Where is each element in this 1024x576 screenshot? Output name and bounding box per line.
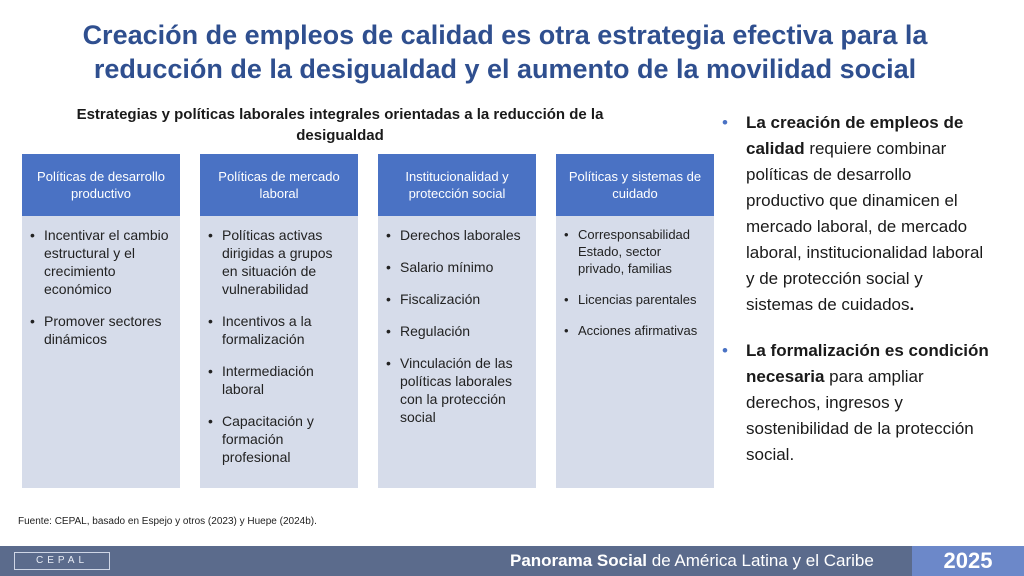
list-item: • Corresponsabilidad Estado, sector privado, familias [564,226,706,277]
column-header: Institucionalidad y protección social [378,154,536,216]
list-item: • Derechos laborales [386,226,528,244]
key-message-bold: La formalización es condición necesaria [746,341,989,386]
column-body [556,216,714,488]
column-body [22,216,180,488]
list-item: • Fiscalización [386,290,528,308]
column-body [378,216,536,488]
bullet-icon: • [722,341,728,360]
key-message-text: para ampliar derechos, ingresos y sostenibilidad de la protección social. [746,367,974,464]
report-title [510,551,874,571]
footer-bar [0,546,1024,576]
column-cuidado [556,154,714,488]
report-title-strong: Panorama Social [510,551,648,570]
key-message [720,338,990,468]
list-item: • Licencias parentales [564,291,706,308]
column-body [200,216,358,488]
list-item: • Políticas activas dirigidas a grupos en situación de vulnerabilidad [208,226,350,298]
source-note: Fuente: CEPAL, basado en Espejo y otros (2023) y Huepe (2024b). [18,516,317,527]
column-institucionalidad [378,154,536,488]
column-mercado-laboral [200,154,358,488]
list-item: • Salario mínimo [386,258,528,276]
diagram-subtitle: Estrategias y políticas laborales integrales orientadas a la reducción de la desigualdad [76,106,604,144]
key-message-bold: La creación de empleos de calidad [746,113,964,158]
column-header: Políticas de desarrollo productivo [22,154,180,216]
list-item: • Intermediación laboral [208,362,350,398]
report-title-rest: de América Latina y el Caribe [647,551,874,570]
list-item: • Incentivos a la formalización [208,312,350,348]
list-item: • Regulación [386,322,528,340]
cepal-logo: CEPAL [14,552,110,570]
list-item: • Incentivar el cambio estructural y el crecimiento económico [30,226,172,298]
column-header: Políticas de mercado laboral [200,154,358,216]
slide-title: Creación de empleos de calidad es otra estrategia efectiva para la reducción de la desigualdad y el aumento de la movilidad social [82,20,928,84]
list-item: • Vinculación de las políticas laborales con la protección social [386,354,528,426]
key-messages [720,110,990,488]
key-message-text: requiere combinar políticas de desarrollo productivo que dinamicen el mercado laboral, de mercado laboral, institucionalidad laboral y de protección social y sistemas de cuidados [746,139,984,314]
list-item: • Capacitación y formación profesional [208,412,350,466]
key-message [720,110,990,318]
list-item: • Promover sectores dinámicos [30,312,172,348]
report-year: 2025 [912,546,1024,576]
list-item: • Acciones afirmativas [564,322,706,339]
column-header: Políticas y sistemas de cuidado [556,154,714,216]
key-message-end: . [909,295,915,314]
column-desarrollo-productivo [22,154,180,488]
bullet-icon: • [722,113,728,132]
